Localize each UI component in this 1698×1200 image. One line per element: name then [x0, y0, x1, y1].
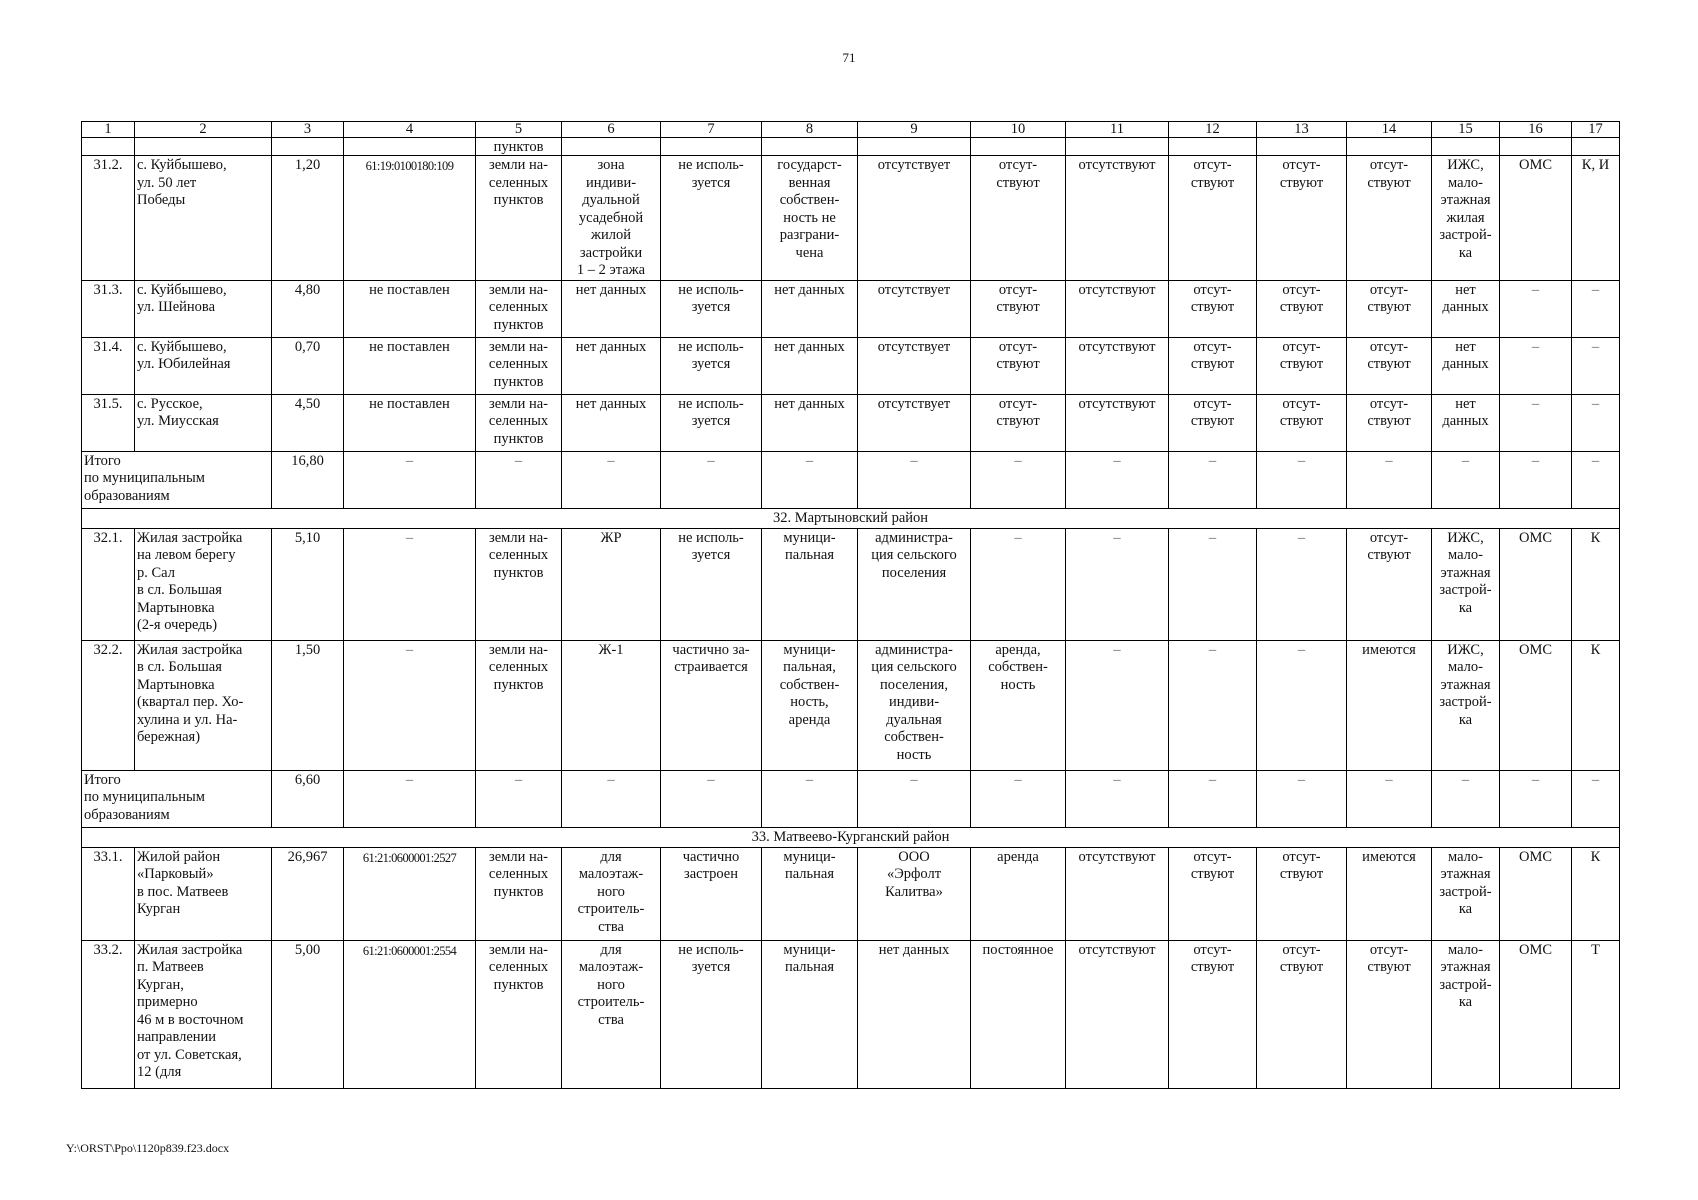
cell-area: 1,20 — [272, 156, 344, 281]
cell-cadastral-number: не поставлен — [344, 280, 476, 337]
cell-location: Жилой район «Парковый» в пос. Матвеев Курган — [135, 847, 272, 940]
cell-buildings: отсут- ствуют — [1257, 847, 1347, 940]
cell-usage-status: частично за- страивается — [661, 640, 762, 770]
cell-engineering-networks: отсут- ствуют — [1169, 156, 1257, 281]
cell-land-category: земли на- селенных пунктов — [476, 156, 562, 281]
cell-buildings: отсут- ствуют — [1257, 337, 1347, 394]
cell-encumbrances: отсут- ствуют — [971, 394, 1066, 451]
cell-location: Жилая застройка п. Матвеев Курган, примерно 46 м в восточном направлении от ул. Советская, 12 (для — [135, 940, 272, 1088]
total-dash-cell: – — [344, 451, 476, 508]
cell-restrictions: отсутствуют — [1066, 280, 1169, 337]
cell-infrastructure: отсут- ствуют — [1347, 156, 1432, 281]
total-dash-cell: – — [1257, 451, 1347, 508]
cell-engineering-networks: отсут- ствуют — [1169, 280, 1257, 337]
cell-land-category: земли на- селенных пунктов — [476, 337, 562, 394]
cell-permitted-use: зона индиви- дуальной усадебной жилой застройки 1 – 2 этажа — [562, 156, 661, 281]
col-number: 11 — [1066, 122, 1169, 138]
cell-responsible-body: – — [1500, 394, 1572, 451]
cell-location: с. Куйбышево, ул. Юбилейная — [135, 337, 272, 394]
cell-item-number: 31.5. — [82, 394, 135, 451]
cell-infrastructure: отсут- ствуют — [1347, 280, 1432, 337]
cell-encumbrances: постоянное — [971, 940, 1066, 1088]
cell-engineering-networks: отсут- ствуют — [1169, 337, 1257, 394]
total-dash-cell: – — [476, 770, 562, 827]
table-row — [82, 280, 1620, 337]
cell-rights-holder: отсутствует — [858, 337, 971, 394]
table-row — [82, 847, 1620, 940]
cell-ownership: нет данных — [762, 337, 858, 394]
cell-engineering-networks: – — [1169, 640, 1257, 770]
cell-restrictions: отсутствуют — [1066, 156, 1169, 281]
table-row — [82, 940, 1620, 1088]
cell-permitted-use: ЖР — [562, 528, 661, 640]
total-dash-cell: – — [1169, 451, 1257, 508]
cell-category-code: К, И — [1572, 156, 1620, 281]
cell-engineering-networks: отсут- ствуют — [1169, 940, 1257, 1088]
table-row — [82, 528, 1620, 640]
cell-location: с. Куйбышево, ул. Шейнова — [135, 280, 272, 337]
cell-location: с. Куйбышево, ул. 50 лет Победы — [135, 156, 272, 281]
cell-cadastral-number: – — [344, 528, 476, 640]
cell-rights-holder: ООО «Эрфолт Калитва» — [858, 847, 971, 940]
cell-responsible-body: ОМС — [1500, 528, 1572, 640]
cell-encumbrances: – — [971, 528, 1066, 640]
total-row — [82, 770, 1620, 827]
total-dash-cell: – — [1572, 770, 1620, 827]
cell-rights-holder: отсутствует — [858, 394, 971, 451]
col-number: 7 — [661, 122, 762, 138]
total-dash-cell: – — [1432, 770, 1500, 827]
cell-planned-use: нет данных — [1432, 280, 1500, 337]
cell-location: с. Русское, ул. Миусская — [135, 394, 272, 451]
cell-category-code: – — [1572, 280, 1620, 337]
cell-permitted-use: нет данных — [562, 394, 661, 451]
cell-planned-use: ИЖС, мало- этажная застрой- ка — [1432, 640, 1500, 770]
cell-rights-holder: нет данных — [858, 940, 971, 1088]
total-dash-cell: – — [1500, 451, 1572, 508]
cell-cadastral-number: 61:21:0600001:2554 — [344, 940, 476, 1088]
col-number: 8 — [762, 122, 858, 138]
cell-area: 5,10 — [272, 528, 344, 640]
cell-land-category: земли на- селенных пунктов — [476, 528, 562, 640]
total-dash-cell: – — [1066, 451, 1169, 508]
total-area: 6,60 — [272, 770, 344, 827]
col-number: 2 — [135, 122, 272, 138]
cell-item-number: 31.2. — [82, 156, 135, 281]
cell-engineering-networks: – — [1169, 528, 1257, 640]
cell-usage-status: не исполь- зуется — [661, 156, 762, 281]
col-number: 5 — [476, 122, 562, 138]
total-label: Итого по муниципальным образованиям — [82, 451, 272, 508]
cell-usage-status: не исполь- зуется — [661, 280, 762, 337]
total-dash-cell: – — [762, 451, 858, 508]
table-row — [82, 156, 1620, 281]
cell-ownership: нет данных — [762, 280, 858, 337]
table-row — [82, 394, 1620, 451]
cell-category-code: Т — [1572, 940, 1620, 1088]
total-label: Итого по муниципальным образованиям — [82, 770, 272, 827]
total-area: 16,80 — [272, 451, 344, 508]
col-number: 9 — [858, 122, 971, 138]
col-number: 1 — [82, 122, 135, 138]
total-dash-cell: – — [971, 451, 1066, 508]
cell-responsible-body: ОМС — [1500, 156, 1572, 281]
cell-ownership: муници- пальная — [762, 940, 858, 1088]
cell-encumbrances: аренда — [971, 847, 1066, 940]
cell-planned-use: нет данных — [1432, 394, 1500, 451]
cell-item-number: 33.2. — [82, 940, 135, 1088]
total-dash-cell: – — [562, 770, 661, 827]
column-number-row — [82, 122, 1620, 138]
cell-area: 0,70 — [272, 337, 344, 394]
section-row — [82, 508, 1620, 528]
cell-planned-use: ИЖС, мало- этажная застрой- ка — [1432, 528, 1500, 640]
cell-buildings: отсут- ствуют — [1257, 156, 1347, 281]
cell-planned-use: мало- этажная застрой- ка — [1432, 940, 1500, 1088]
cell-category-code: – — [1572, 337, 1620, 394]
cell-land-category: земли на- селенных пунктов — [476, 394, 562, 451]
cell-ownership: муници- пальная — [762, 528, 858, 640]
cell-area: 4,80 — [272, 280, 344, 337]
continuation-row — [82, 138, 1620, 156]
cell-buildings: – — [1257, 640, 1347, 770]
total-dash-cell: – — [1500, 770, 1572, 827]
cell-permitted-use: нет данных — [562, 280, 661, 337]
cell-responsible-body: ОМС — [1500, 940, 1572, 1088]
cell-restrictions: отсутствуют — [1066, 337, 1169, 394]
table-row — [82, 337, 1620, 394]
col-number: 4 — [344, 122, 476, 138]
cell-land-category: земли на- селенных пунктов — [476, 940, 562, 1088]
page-number: 71 — [842, 50, 856, 65]
cell-category-code: К — [1572, 640, 1620, 770]
cell-infrastructure: отсут- ствуют — [1347, 940, 1432, 1088]
cell-rights-holder: отсутствует — [858, 280, 971, 337]
cell-restrictions: – — [1066, 640, 1169, 770]
col-number: 16 — [1500, 122, 1572, 138]
cell-ownership: государст- венная собствен- ность не разграни- чена — [762, 156, 858, 281]
cell-land-category: земли на- селенных пунктов — [476, 847, 562, 940]
section-heading: 33. Матвеево-Курганский район — [82, 827, 1620, 847]
cell-buildings: отсут- ствуют — [1257, 394, 1347, 451]
section-row — [82, 827, 1620, 847]
total-dash-cell: – — [661, 770, 762, 827]
total-dash-cell: – — [1169, 770, 1257, 827]
total-dash-cell: – — [1257, 770, 1347, 827]
cell-buildings: – — [1257, 528, 1347, 640]
cell-responsible-body: ОМС — [1500, 640, 1572, 770]
total-dash-cell: – — [1432, 451, 1500, 508]
cell-infrastructure: отсут- ствуют — [1347, 394, 1432, 451]
total-row — [82, 451, 1620, 508]
col-number: 17 — [1572, 122, 1620, 138]
cell-infrastructure: имеются — [1347, 640, 1432, 770]
cell-item-number: 32.1. — [82, 528, 135, 640]
cell-location: Жилая застройка в сл. Большая Мартыновка (квартал пер. Хо- хулина и ул. На- бережная) — [135, 640, 272, 770]
cell-item-number: 31.4. — [82, 337, 135, 394]
continuation-text: пунктов — [476, 138, 562, 156]
cell-responsible-body: ОМС — [1500, 847, 1572, 940]
total-dash-cell: – — [1347, 451, 1432, 508]
cell-restrictions: отсутствуют — [1066, 940, 1169, 1088]
col-number: 15 — [1432, 122, 1500, 138]
col-number: 14 — [1347, 122, 1432, 138]
total-dash-cell: – — [344, 770, 476, 827]
cell-usage-status: частично застроен — [661, 847, 762, 940]
cell-land-category: земли на- селенных пунктов — [476, 640, 562, 770]
cell-usage-status: не исполь- зуется — [661, 394, 762, 451]
cell-permitted-use: Ж-1 — [562, 640, 661, 770]
land-plots-table — [81, 121, 1620, 1089]
table-row — [82, 640, 1620, 770]
cell-cadastral-number: не поставлен — [344, 337, 476, 394]
cell-location: Жилая застройка на левом берегу р. Сал в сл. Большая Мартыновка (2-я очередь) — [135, 528, 272, 640]
cell-permitted-use: нет данных — [562, 337, 661, 394]
total-dash-cell: – — [858, 451, 971, 508]
cell-infrastructure: имеются — [1347, 847, 1432, 940]
cell-planned-use: ИЖС, мало- этажная жилая застрой- ка — [1432, 156, 1500, 281]
cell-land-category: земли на- селенных пунктов — [476, 280, 562, 337]
cell-responsible-body: – — [1500, 337, 1572, 394]
total-dash-cell: – — [858, 770, 971, 827]
col-number: 6 — [562, 122, 661, 138]
cell-item-number: 33.1. — [82, 847, 135, 940]
cell-rights-holder: администра- ция сельского поселения — [858, 528, 971, 640]
cell-cadastral-number: 61:19:0100180:109 — [344, 156, 476, 281]
cell-engineering-networks: отсут- ствуют — [1169, 847, 1257, 940]
cell-planned-use: мало- этажная застрой- ка — [1432, 847, 1500, 940]
cell-rights-holder: отсутствует — [858, 156, 971, 281]
total-dash-cell: – — [1066, 770, 1169, 827]
cell-ownership: муници- пальная — [762, 847, 858, 940]
cell-restrictions: отсутствуют — [1066, 394, 1169, 451]
cell-restrictions: – — [1066, 528, 1169, 640]
cell-area: 4,50 — [272, 394, 344, 451]
cell-infrastructure: отсут- ствуют — [1347, 337, 1432, 394]
cell-permitted-use: для малоэтаж- ного строитель- ства — [562, 940, 661, 1088]
cell-area: 5,00 — [272, 940, 344, 1088]
cell-encumbrances: отсут- ствуют — [971, 280, 1066, 337]
cell-usage-status: не исполь- зуется — [661, 940, 762, 1088]
section-heading: 32. Мартыновский район — [82, 508, 1620, 528]
cell-usage-status: не исполь- зуется — [661, 528, 762, 640]
cell-encumbrances: отсут- ствуют — [971, 156, 1066, 281]
cell-engineering-networks: отсут- ствуют — [1169, 394, 1257, 451]
total-dash-cell: – — [661, 451, 762, 508]
footer-file-path: Y:\ORST\Ppo\1120p839.f23.docx — [66, 1141, 230, 1155]
col-number: 13 — [1257, 122, 1347, 138]
total-dash-cell: – — [562, 451, 661, 508]
cell-area: 1,50 — [272, 640, 344, 770]
cell-cadastral-number: не поставлен — [344, 394, 476, 451]
total-dash-cell: – — [1347, 770, 1432, 827]
cell-buildings: отсут- ствуют — [1257, 940, 1347, 1088]
cell-area: 26,967 — [272, 847, 344, 940]
cell-cadastral-number: – — [344, 640, 476, 770]
cell-item-number: 31.3. — [82, 280, 135, 337]
cell-permitted-use: для малоэтаж- ного строитель- ства — [562, 847, 661, 940]
cell-item-number: 32.2. — [82, 640, 135, 770]
cell-encumbrances: отсут- ствуют — [971, 337, 1066, 394]
col-number: 12 — [1169, 122, 1257, 138]
cell-planned-use: нет данных — [1432, 337, 1500, 394]
cell-infrastructure: отсут- ствуют — [1347, 528, 1432, 640]
cell-cadastral-number: 61:21:0600001:2527 — [344, 847, 476, 940]
cell-ownership: нет данных — [762, 394, 858, 451]
total-dash-cell: – — [971, 770, 1066, 827]
cell-category-code: К — [1572, 528, 1620, 640]
total-dash-cell: – — [762, 770, 858, 827]
cell-category-code: – — [1572, 394, 1620, 451]
col-number: 10 — [971, 122, 1066, 138]
cell-encumbrances: аренда, собствен- ность — [971, 640, 1066, 770]
col-number: 3 — [272, 122, 344, 138]
cell-category-code: К — [1572, 847, 1620, 940]
total-dash-cell: – — [1572, 451, 1620, 508]
total-dash-cell: – — [476, 451, 562, 508]
cell-ownership: муници- пальная, собствен- ность, аренда — [762, 640, 858, 770]
cell-buildings: отсут- ствуют — [1257, 280, 1347, 337]
cell-rights-holder: администра- ция сельского поселения, индиви- дуальная собствен- ность — [858, 640, 971, 770]
cell-responsible-body: – — [1500, 280, 1572, 337]
cell-restrictions: отсутствуют — [1066, 847, 1169, 940]
cell-usage-status: не исполь- зуется — [661, 337, 762, 394]
